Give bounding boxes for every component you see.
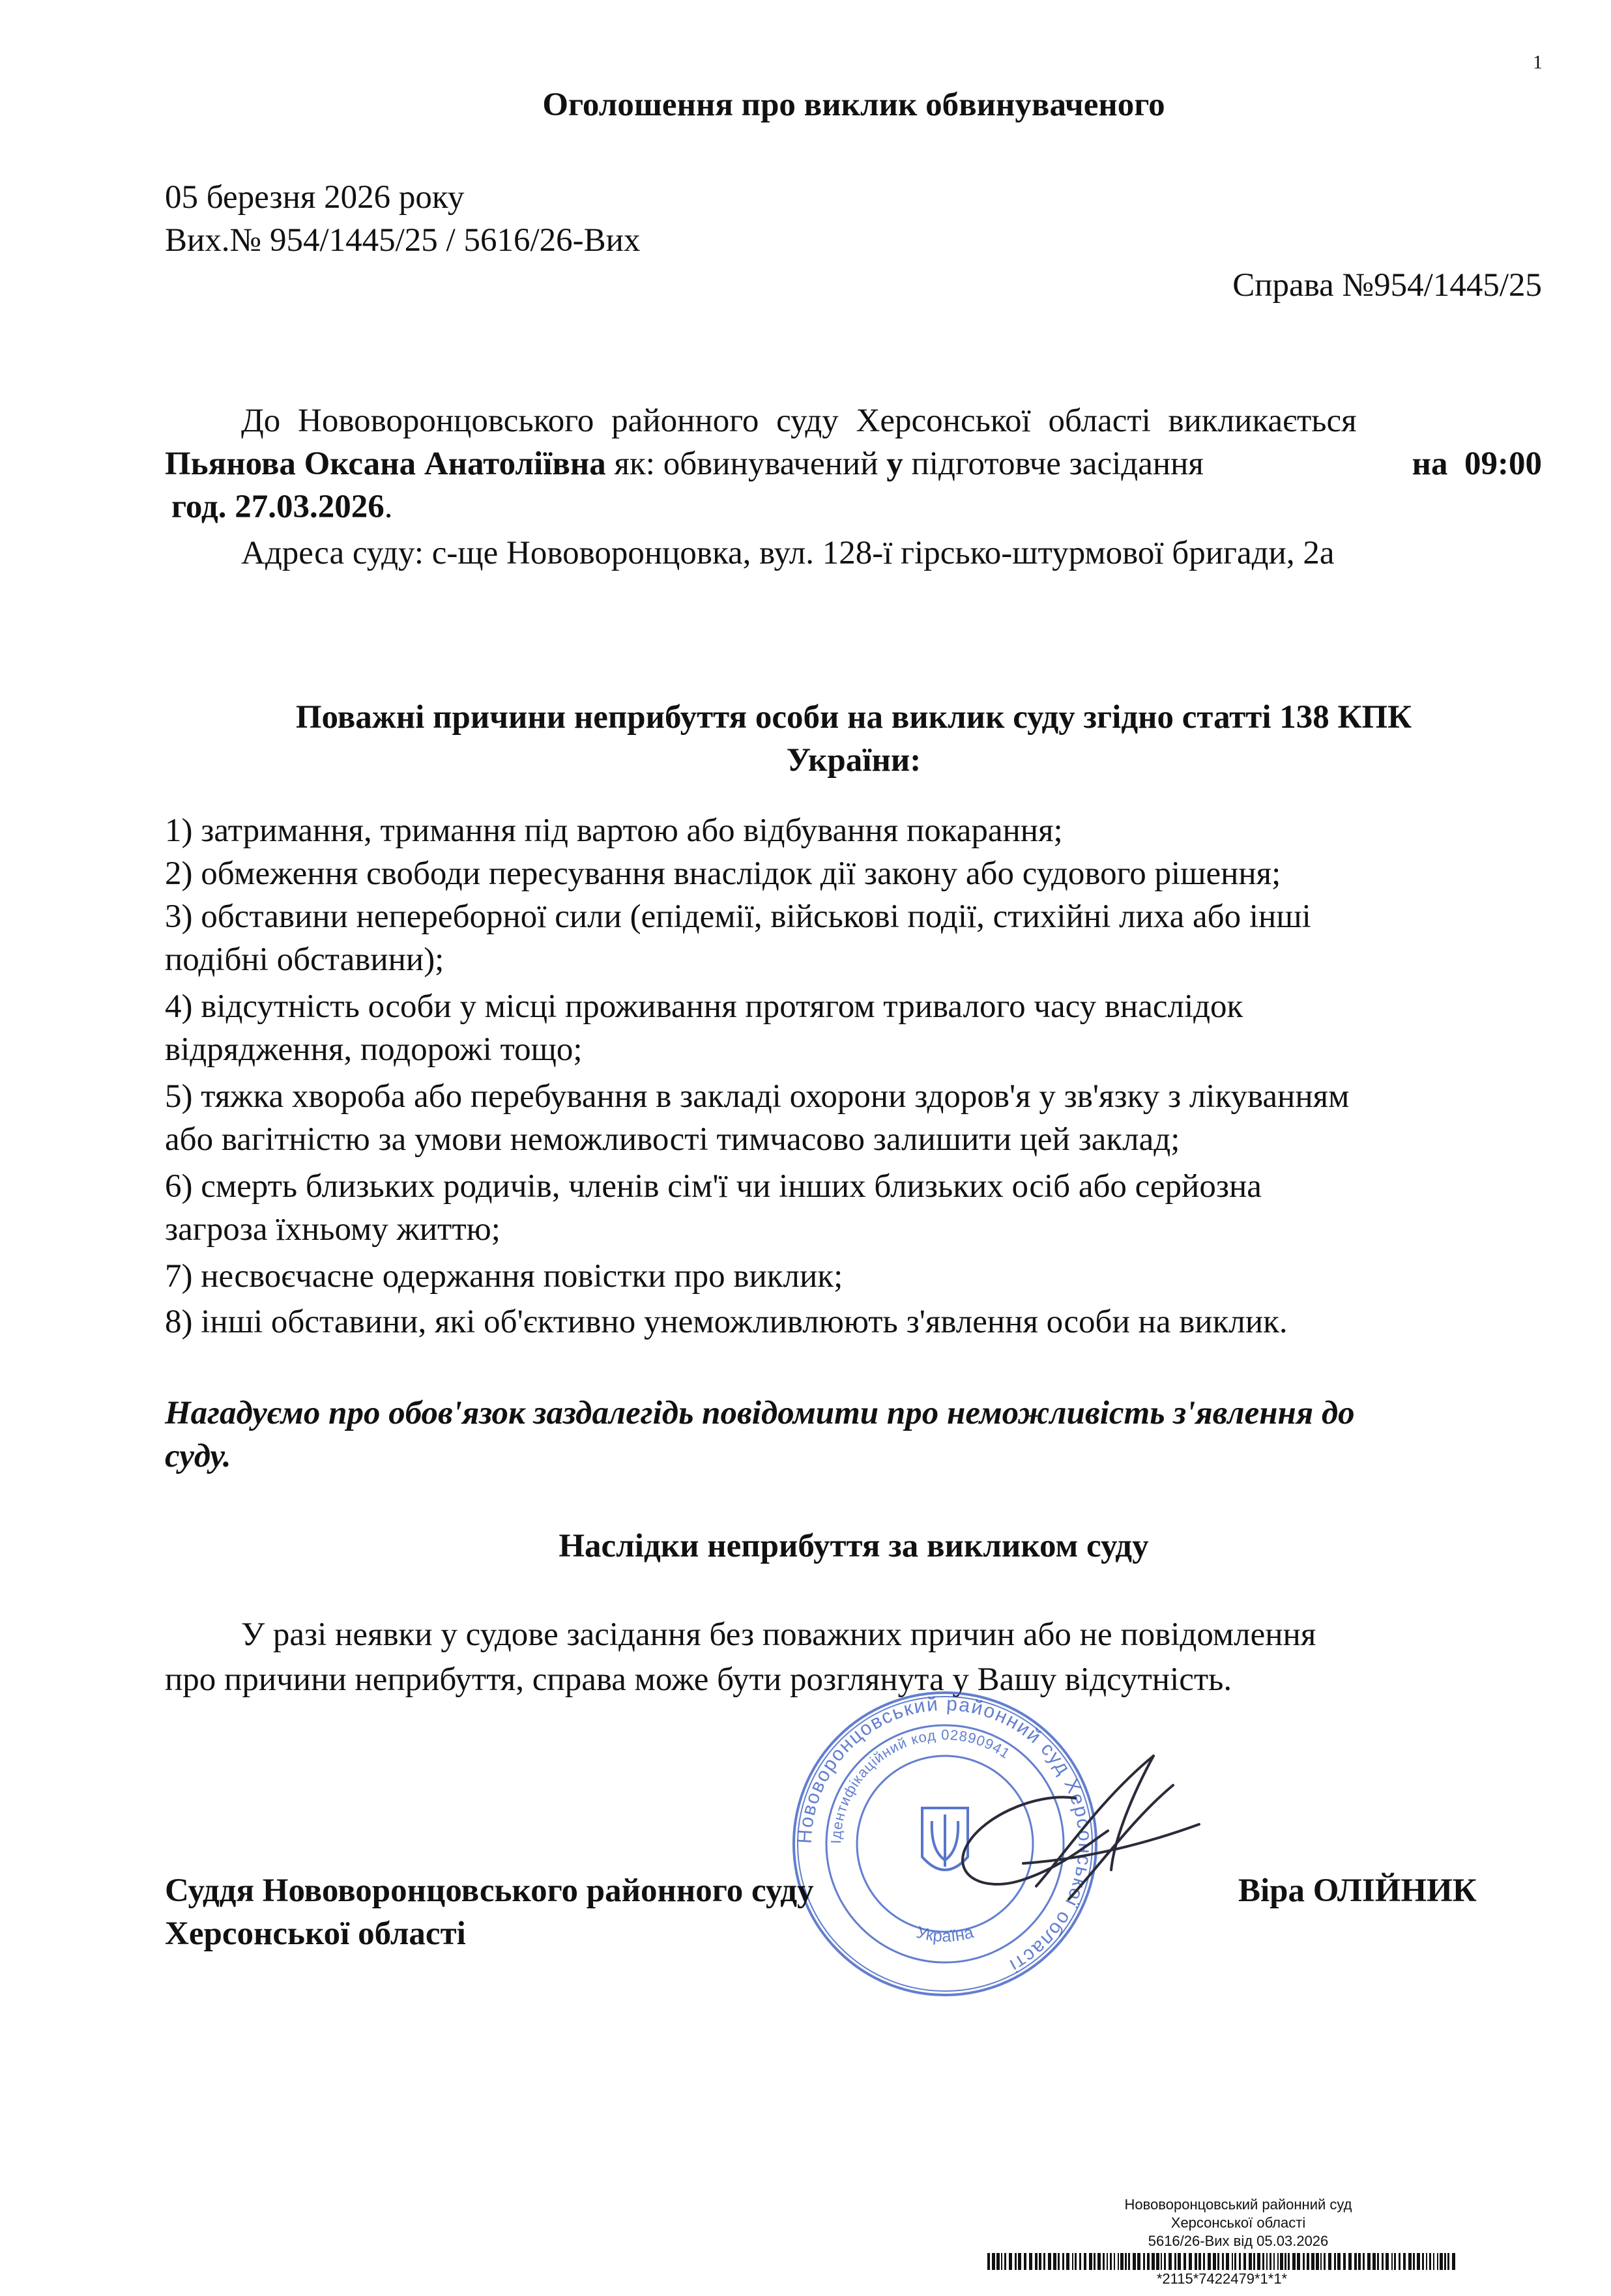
barcode-bar [1280, 2253, 1283, 2270]
footer-region: Херсонської області [1170, 2215, 1306, 2231]
reasons-heading-line-2: України: [786, 742, 922, 779]
barcode-bar [1426, 2253, 1427, 2270]
barcode-bar [1164, 2253, 1166, 2270]
barcode-bar [1137, 2253, 1140, 2270]
barcode-bar [1035, 2253, 1038, 2270]
barcode-bar [1001, 2253, 1002, 2270]
barcode-bar [1343, 2253, 1346, 2270]
reason-line: 3) обставини непереборної сили (епідемії, військові події, стихійні лиха або інші [165, 898, 1311, 935]
reason-line: 4) відсутність особи у місці проживання протягом тривалого часу внаслідок [165, 988, 1243, 1025]
barcode-bar [1097, 2253, 1101, 2270]
barcode-bar [1262, 2253, 1264, 2270]
barcode-bar [1152, 2253, 1155, 2270]
barcode-bar [1024, 2253, 1026, 2270]
barcode-bar [1043, 2253, 1045, 2270]
barcode-bar [1015, 2253, 1017, 2270]
barcode-bar [1307, 2253, 1309, 2270]
barcode-bar [1429, 2253, 1431, 2270]
reason-line: подібні обставини); [165, 941, 444, 978]
stamp-country-text: Україна [914, 1921, 976, 1946]
barcode-bar [1328, 2253, 1331, 2270]
barcode-bar [1048, 2253, 1051, 2270]
barcode-bar [1266, 2253, 1268, 2270]
barcode-bar [1386, 2253, 1389, 2270]
reason-line: 6) смерть близьких родичів, членів сім'ї чи інших близьких осіб або серйозна [165, 1168, 1262, 1205]
reason-line: 7) несвоєчасне одержання повістки про виклик; [165, 1258, 843, 1295]
barcode-bar [1437, 2253, 1438, 2270]
barcode-bar [1039, 2253, 1041, 2270]
barcode-bar [1110, 2253, 1112, 2270]
footer-court-name: Нововоронцовський районний суд [1124, 2196, 1352, 2213]
barcode-bar [1239, 2253, 1241, 2270]
barcode-bar [1444, 2253, 1446, 2270]
judge-position-line-2: Херсонської області [165, 1916, 466, 1952]
judge-signature [938, 1746, 1219, 1942]
document-date: 05 березня 2026 року [165, 179, 465, 216]
barcode-bar [1288, 2253, 1290, 2270]
barcode-bar [1183, 2253, 1186, 2270]
barcode-bar [1018, 2253, 1021, 2270]
barcode-bar [1189, 2253, 1192, 2270]
barcode-bar [992, 2253, 995, 2270]
barcode-bar [1198, 2253, 1201, 2270]
barcode-bar [1232, 2253, 1233, 2270]
session-time: на 09:00 [1412, 446, 1542, 482]
barcode-bar [1324, 2253, 1326, 2270]
barcode-bar [1053, 2253, 1056, 2270]
barcode-bar [1394, 2253, 1396, 2270]
court-address: Адреса суду: с-ще Нововоронцовка, вул. 128-ї гірсько-штурмової бригади, 2а [241, 535, 1335, 571]
barcode-bar [1195, 2253, 1197, 2270]
barcode-bar [1363, 2253, 1365, 2270]
barcode-bar [1222, 2253, 1224, 2270]
session-type: підготовче засідання [903, 446, 1204, 482]
barcode-bar [1062, 2253, 1064, 2270]
reminder-line-1: Нагадуємо про обов'язок заздалегідь повідомити про неможливість з'явлення до [165, 1395, 1355, 1431]
reminder-line-2: суду. [165, 1438, 231, 1474]
barcode-bar [1408, 2253, 1412, 2270]
reason-line: загроза їхньому життю; [165, 1211, 501, 1248]
barcode-bar [1403, 2253, 1406, 2270]
barcode-bar [1253, 2253, 1255, 2270]
barcode-bar [996, 2253, 1000, 2270]
barcode-bar [1399, 2253, 1401, 2270]
barcode-bar [1452, 2253, 1455, 2270]
barcode-bar [1243, 2253, 1246, 2270]
barcode-bar [1417, 2253, 1420, 2270]
barcode-bar [1234, 2253, 1236, 2270]
reason-line: або вагітністю за умови неможливості тимчасово залишити цей заклад; [165, 1121, 1180, 1158]
barcode-bar [1303, 2253, 1305, 2270]
barcode-bar [1213, 2253, 1216, 2270]
barcode-bar [1334, 2253, 1336, 2270]
barcode-bar [1178, 2253, 1181, 2270]
barcode-bar [1161, 2253, 1162, 2270]
stamp-outer-text: Нововоронцовський районний суд Херсонської області [794, 1693, 1096, 1977]
summons-line-2 [165, 442, 1204, 485]
barcode-bar [1316, 2253, 1319, 2270]
barcode-bar [1358, 2253, 1361, 2270]
reason-line: 8) інші обставини, які об'єктивно унеможливлюють з'явлення особи на виклик. [165, 1304, 1288, 1340]
barcode-bar [1292, 2253, 1296, 2270]
role-text: як: обвинувачений [605, 446, 887, 482]
judge-name: Віра ОЛІЙНИК [1238, 1873, 1477, 1909]
summons-line-1: До Нововоронцовського районного суду Херсонської області викликається [241, 403, 1357, 439]
barcode-bar [1391, 2253, 1393, 2270]
barcode-bar [1372, 2253, 1376, 2270]
barcode-bar [1377, 2253, 1379, 2270]
barcode-bar [1203, 2253, 1205, 2270]
reasons-heading-line-1: Поважні причини неприбуття особи на виклик суду згідно статті 138 КПК [295, 699, 1412, 736]
footer-registration: 5616/26-Вих від 05.03.2026 [1148, 2233, 1329, 2249]
barcode-bar [1297, 2253, 1300, 2270]
barcode-bar [1413, 2253, 1415, 2270]
barcode-bar [1058, 2253, 1060, 2270]
reason-line: відрядження, подорожі тощо; [165, 1031, 583, 1068]
barcode-bar [1447, 2253, 1449, 2270]
barcode-bar [1114, 2253, 1115, 2270]
barcode-bar [1156, 2253, 1159, 2270]
consequences-line-2: про причини неприбуття, справа може бути розглянута у Вашу відсутність. [165, 1661, 1232, 1698]
barcode-bar [1168, 2253, 1172, 2270]
barcode-bar [1075, 2253, 1077, 2270]
barcode-bar [1354, 2253, 1357, 2270]
barcode-bar [1367, 2253, 1371, 2270]
case-number: Справа №954/1445/25 [1232, 267, 1542, 304]
barcode-bar [1066, 2253, 1069, 2270]
defendant-name: Пьянова Оксана Анатоліївна [165, 446, 606, 482]
barcode-bar [1226, 2253, 1229, 2270]
summons-line-3 [171, 485, 392, 528]
barcode-bar [1284, 2253, 1286, 2270]
barcode-bar [1094, 2253, 1096, 2270]
barcode-bar [1072, 2253, 1073, 2270]
barcode-bar [1125, 2253, 1127, 2270]
reason-line: 1) затримання, тримання під вартою або відбування покарання; [165, 812, 1063, 849]
barcode-bar [1029, 2253, 1032, 2270]
barcode-bar [1273, 2253, 1275, 2270]
consequences-line-1: У разі неявки у судове засідання без поважних причин або не повідомлення [241, 1616, 1316, 1653]
stamp-inner-text: Ідентифікаційний код 02890941 [827, 1726, 1013, 1844]
barcode-bar [1089, 2253, 1092, 2270]
barcode-icon [987, 2253, 1457, 2270]
barcode-bar [1143, 2253, 1145, 2270]
barcode-bar [1103, 2253, 1105, 2270]
outgoing-number: Вих.№ 954/1445/25 / 5616/26-Вих [165, 222, 641, 259]
barcode-bar [1440, 2253, 1443, 2270]
barcode-bar [1257, 2253, 1260, 2270]
barcode-bar [1433, 2253, 1434, 2270]
barcode-bar [1249, 2253, 1252, 2270]
barcode-bar [1208, 2253, 1211, 2270]
barcode-bar [1337, 2253, 1341, 2270]
barcode-bar [1118, 2253, 1119, 2270]
barcode-bar [1079, 2253, 1081, 2270]
barcode-bar [1382, 2253, 1384, 2270]
barcode-bar [1004, 2253, 1006, 2270]
consequences-heading: Наслідки неприбуття за викликом суду [559, 1528, 1149, 1564]
reason-line: 5) тяжка хвороба або перебування в закладі охорони здоров'я у зв'язку з лікуванням [165, 1078, 1350, 1115]
barcode-bar [1270, 2253, 1271, 2270]
barcode-bar [1217, 2253, 1219, 2270]
barcode-bar [1133, 2253, 1136, 2270]
barcode-bar [1348, 2253, 1352, 2270]
barcode-bar [1174, 2253, 1176, 2270]
session-date-period: . [384, 489, 393, 525]
barcode-bar [1120, 2253, 1124, 2270]
judge-position-line-1: Суддя Нововоронцовського районного суду [165, 1873, 814, 1909]
barcode-text: *2115*7422479*1*1* [1156, 2271, 1288, 2287]
preposition: у [886, 446, 903, 482]
document-title: Оголошення про виклик обвинуваченого [542, 87, 1165, 123]
session-date: год. 27.03.2026 [171, 489, 385, 525]
barcode-bar [1422, 2253, 1424, 2270]
page-number: 1 [1533, 51, 1543, 73]
barcode-bar [1128, 2253, 1130, 2270]
barcode-bar [1084, 2253, 1086, 2270]
barcode-bar [1009, 2253, 1012, 2270]
barcode-bar [1147, 2253, 1150, 2270]
barcode-bar [1311, 2253, 1314, 2270]
reason-line: 2) обмеження свободи пересування внаслідок дії закону або судового рішення; [165, 855, 1281, 892]
barcode-bar [1107, 2253, 1108, 2270]
barcode-bar [1277, 2253, 1279, 2270]
barcode-bar [987, 2253, 990, 2270]
barcode-bar [1320, 2253, 1322, 2270]
